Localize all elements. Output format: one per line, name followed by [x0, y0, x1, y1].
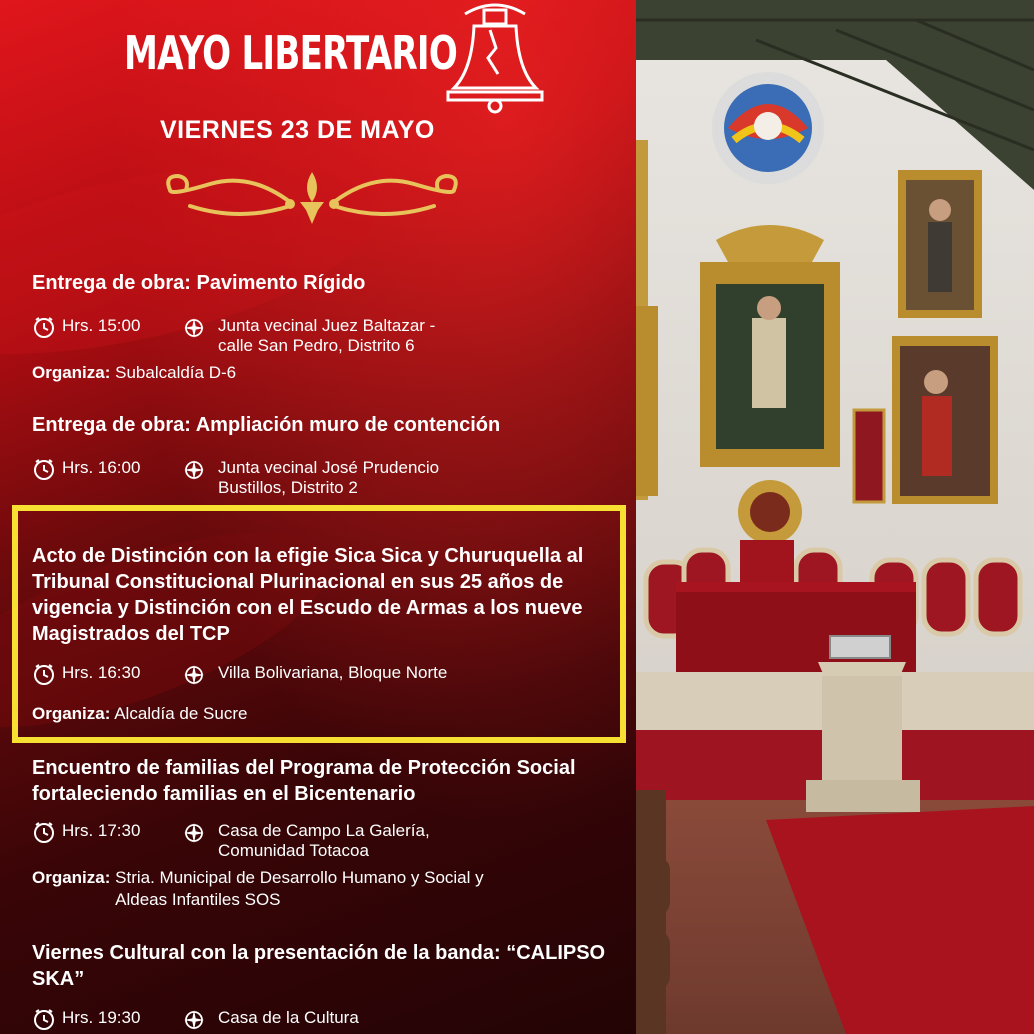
organizer-label: Organiza:	[32, 363, 111, 382]
event-location: Junta vecinal Juez Baltazar - calle San Pedro, Distrito 6	[218, 316, 436, 355]
organizer-value: Alcaldía de Sucre	[114, 704, 248, 723]
event-time: Hrs. 16:00	[62, 458, 141, 477]
event-item	[32, 270, 622, 384]
event-meta	[32, 316, 622, 362]
event-time: Hrs. 15:00	[62, 316, 141, 335]
event-location: Casa de Campo La Galería, Comunidad Totacoa	[218, 821, 430, 860]
event-meta	[32, 458, 622, 504]
bell-icon	[440, 0, 550, 120]
event-organizer	[32, 362, 622, 384]
event-item	[32, 755, 622, 911]
event-item	[32, 940, 622, 1034]
event-time: Hrs. 17:30	[62, 821, 141, 840]
ornament-divider	[150, 162, 474, 228]
clock-icon	[32, 458, 56, 482]
event-item	[32, 412, 622, 504]
event-title: Acto de Distinción con la efigie Sica Sica y Churuquella al Tribunal Constitucional Plurinacional en sus 25 años de vigencia y Distinción con el Escudo de Armas a los nueve Magistrados del TCP	[32, 545, 584, 645]
event-time: Hrs. 19:30	[62, 1008, 141, 1027]
organizer-value: Stria. Municipal de Desarrollo Humano y Social y Aldeas Infantiles SOS	[115, 868, 484, 909]
highlight-frame	[12, 505, 626, 743]
event-organizer	[32, 867, 622, 911]
event-location: Villa Bolivariana, Bloque Norte	[218, 663, 448, 682]
compass-icon	[182, 821, 206, 845]
compass-icon	[182, 316, 206, 340]
clock-icon	[32, 821, 56, 845]
poster-title: MAYO LIBERTARIO	[124, 26, 458, 80]
event-meta	[32, 821, 622, 867]
organizer-label: Organiza:	[32, 868, 111, 887]
poster-date: VIERNES 23 DE MAYO	[160, 116, 435, 144]
compass-icon	[182, 458, 206, 482]
clock-icon	[32, 1008, 56, 1032]
compass-icon	[182, 1008, 206, 1032]
organizer-label: Organiza:	[32, 704, 111, 723]
hall-photo	[636, 0, 1034, 1034]
event-meta	[32, 1008, 622, 1034]
event-title: Encuentro de familias del Programa de Protección Social fortaleciendo familias en el Bicentenario	[32, 757, 576, 805]
event-time: Hrs. 16:30	[62, 663, 141, 682]
clock-icon	[32, 316, 56, 340]
event-title: Entrega de obra: Pavimento Rígido	[32, 272, 366, 294]
organizer-value: Subalcaldía D-6	[115, 363, 237, 382]
event-location: Casa de la Cultura	[218, 1008, 359, 1027]
event-title: Viernes Cultural con la presentación de la banda: “CALIPSO SKA”	[32, 942, 606, 990]
event-location: Junta vecinal José Prudencio Bustillos, Distrito 2	[218, 458, 440, 497]
event-title: Entrega de obra: Ampliación muro de contención	[32, 414, 501, 436]
